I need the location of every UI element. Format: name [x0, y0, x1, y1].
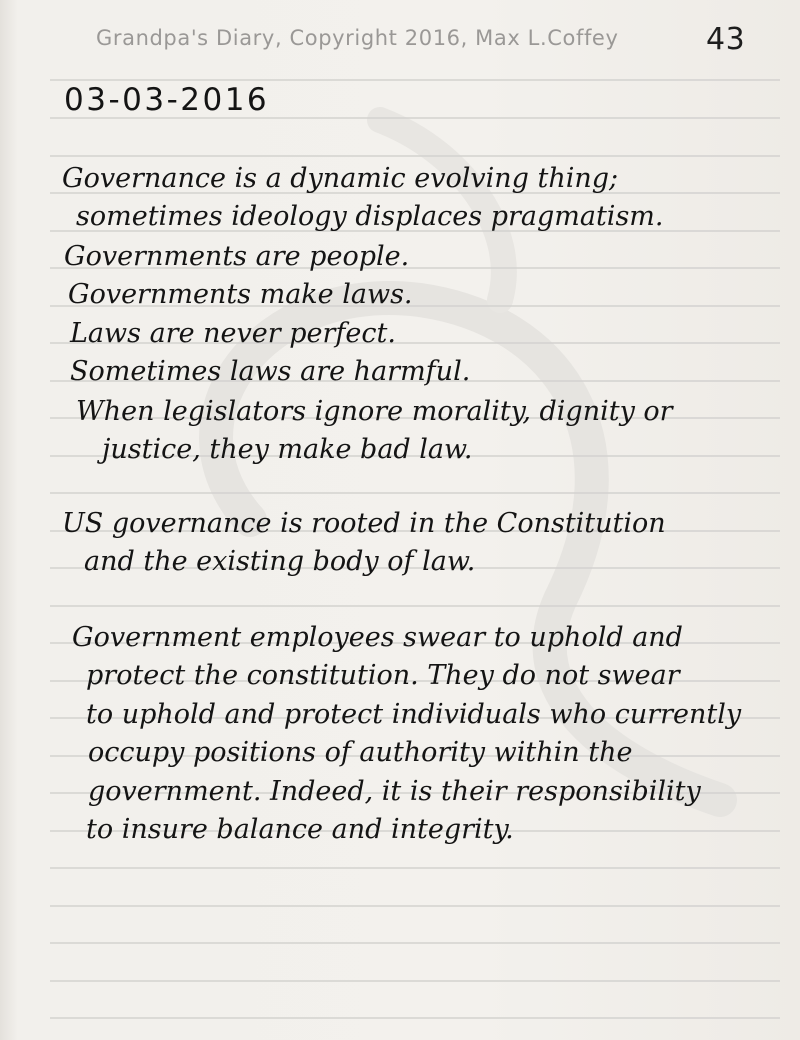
entry-line: protect the constitution. They do not swear	[86, 660, 680, 691]
entry-date: 03-03-2016	[64, 82, 270, 118]
entry-line: Sometimes laws are harmful.	[70, 356, 471, 387]
entry-line: Laws are never perfect.	[70, 318, 396, 349]
entry-line: sometimes ideology displaces pragmatism.	[76, 201, 664, 232]
entry-line: Governments make laws.	[68, 279, 413, 310]
entry-line: Governance is a dynamic evolving thing;	[62, 163, 619, 194]
entry-line: US governance is rooted in the Constitution	[62, 508, 666, 539]
entry-line: to insure balance and integrity.	[86, 814, 514, 845]
entry-line: justice, they make bad law.	[102, 434, 473, 465]
diary-header-title: Grandpa's Diary, Copyright 2016, Max L.Coffey	[96, 26, 619, 50]
entry-line: Governments are people.	[64, 241, 410, 272]
page-number: 43	[706, 22, 746, 57]
entry-line: government. Indeed, it is their responsibility	[88, 776, 701, 807]
entry-line: to uphold and protect individuals who currently	[86, 699, 742, 730]
entry-line: occupy positions of authority within the	[88, 737, 633, 768]
entry-line: and the existing body of law.	[84, 546, 476, 577]
entry-line: Government employees swear to uphold and	[72, 622, 683, 653]
entry-line: When legislators ignore morality, dignity or	[76, 396, 673, 427]
